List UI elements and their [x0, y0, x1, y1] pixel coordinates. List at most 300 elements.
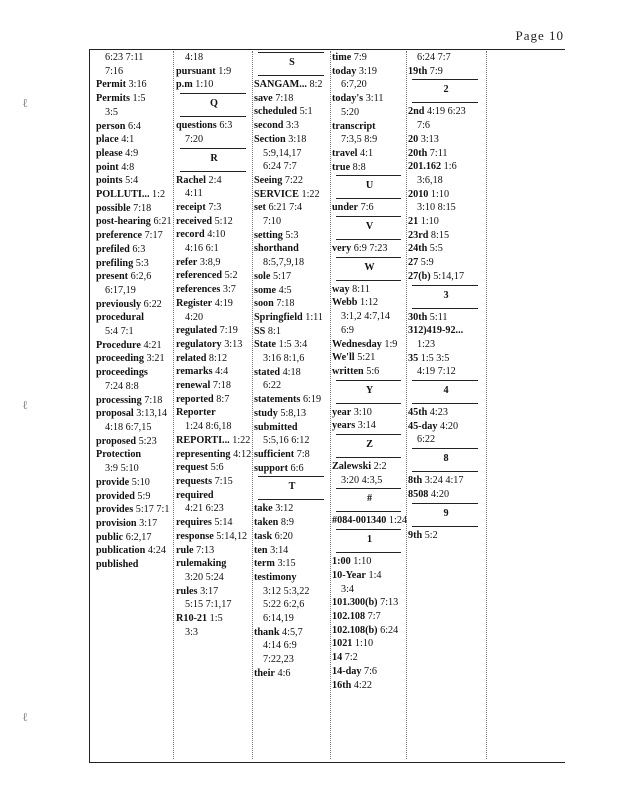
page-line-ref: 6:14,19 — [263, 613, 294, 625]
index-word: term — [254, 558, 275, 570]
index-entry — [96, 558, 172, 572]
page-line-ref: 3:13 — [420, 133, 439, 145]
index-word: received — [176, 215, 213, 227]
header-rule — [412, 79, 478, 80]
index-word: rulemaking — [176, 558, 227, 570]
index-entry — [254, 174, 330, 188]
page-line-ref: 5:3 — [285, 229, 299, 241]
scan-mark: ℓ — [22, 398, 28, 412]
index-entry — [408, 406, 484, 420]
index-entry — [408, 215, 484, 229]
index-word: renewal — [176, 380, 211, 392]
index-entry — [408, 229, 484, 243]
index-entry — [408, 311, 484, 325]
page-line-ref: 5:17 7:1 — [135, 504, 170, 516]
index-word: present — [96, 271, 129, 283]
index-entry — [176, 557, 252, 584]
index-word: Wednesday — [332, 338, 382, 350]
header-rule — [180, 116, 246, 117]
index-entry — [176, 352, 252, 366]
page-line-ref: 5:1 — [299, 106, 313, 118]
index-entry — [176, 283, 252, 297]
page-line-ref: 6:24 — [380, 624, 399, 636]
index-entry — [332, 147, 407, 161]
page-line-ref: 3:18 — [288, 133, 307, 145]
page-line-ref: 5:6 — [366, 365, 380, 377]
index-entry — [254, 270, 330, 284]
continued-refs — [96, 51, 172, 78]
page-line-ref: 7:11 — [429, 147, 448, 159]
page-line-ref: 8:11 — [352, 283, 370, 295]
index-word: support — [254, 462, 288, 474]
header-rule — [412, 471, 478, 472]
page-line-ref: 1:2 — [152, 189, 166, 201]
index-entry — [408, 529, 484, 543]
page-line-ref: 6:19 — [302, 394, 322, 406]
index-word: proposal — [96, 408, 134, 420]
page-line-ref: 5:5,16 6:12 — [263, 435, 310, 447]
index-word: reported — [176, 393, 214, 405]
header-rule — [336, 280, 401, 281]
page-line-ref: 5:14 — [214, 517, 233, 529]
index-word: processing — [96, 394, 142, 406]
page-line-ref: 8:12 — [208, 352, 228, 364]
index-word: 19th — [408, 65, 428, 77]
index-entry — [332, 161, 407, 175]
index-entry — [96, 448, 172, 475]
index-entry — [254, 201, 330, 228]
index-word: POLLUTI... — [96, 189, 150, 201]
index-word: 2010 — [408, 188, 429, 200]
index-word: years — [332, 420, 356, 432]
index-entry — [96, 407, 172, 434]
index-word: stated — [254, 366, 281, 378]
index-entry — [176, 489, 252, 516]
index-entry — [176, 269, 252, 283]
header-rule — [258, 75, 324, 76]
index-word: set — [254, 202, 266, 214]
index-entry — [176, 256, 252, 270]
index-word: 20th — [408, 147, 428, 159]
index-entry — [176, 174, 252, 201]
letter-section-header — [254, 476, 330, 500]
index-word: proceedings — [96, 367, 148, 379]
page-line-ref: 6:22 — [263, 380, 282, 392]
page-line-ref: 4:18 6:7,15 — [105, 421, 152, 433]
index-entry — [332, 569, 407, 596]
page-line-ref: 2:4 — [208, 174, 222, 186]
index-entry — [332, 555, 407, 569]
index-entry — [332, 651, 407, 665]
index-word: 27(b) — [408, 270, 431, 282]
index-word: 21 — [408, 216, 419, 228]
index-entry — [96, 147, 172, 161]
index-entry — [332, 596, 407, 610]
index-entry — [96, 78, 172, 92]
index-entry — [96, 215, 172, 229]
index-entry — [254, 78, 330, 92]
index-column-4 — [332, 51, 407, 692]
page-line-ref: 5:4 7:1 — [105, 326, 134, 338]
index-word: save — [254, 92, 273, 104]
page-line-ref: 7:13 — [380, 597, 399, 609]
index-entry — [176, 228, 252, 255]
index-entry — [96, 352, 172, 366]
index-entry — [176, 119, 252, 146]
index-entry — [176, 65, 252, 79]
index-word: shorthand — [254, 243, 299, 255]
page-line-ref: 6:6 — [290, 462, 304, 474]
page-line-ref: 4:12 — [233, 448, 252, 460]
page-line-ref: 3:10 — [353, 406, 372, 418]
header-rule — [336, 552, 401, 553]
section-letter: 1 — [366, 534, 373, 546]
page-line-ref: 7:18 — [133, 202, 152, 214]
index-column-3 — [254, 51, 330, 681]
index-word: setting — [254, 229, 283, 241]
letter-section-header — [332, 434, 407, 458]
column-divider — [486, 51, 487, 759]
header-rule — [336, 380, 401, 381]
word-index — [96, 51, 566, 759]
index-word: post-hearing — [96, 216, 151, 228]
letter-section-header — [332, 175, 407, 199]
index-entry — [176, 530, 252, 544]
index-entry — [254, 188, 330, 202]
index-entry — [254, 242, 330, 269]
index-word: 101.300(b) — [332, 597, 378, 609]
index-entry — [176, 324, 252, 338]
index-word: year — [332, 406, 352, 418]
index-word: today's — [332, 93, 364, 105]
index-entry — [332, 351, 407, 365]
page-line-ref: 3:10 8:15 — [417, 202, 456, 214]
index-entry — [332, 92, 407, 119]
index-word: testimony — [254, 571, 297, 583]
index-entry — [332, 637, 407, 651]
page-line-ref: 4:6 — [277, 667, 291, 679]
page-line-ref: 2:2 — [373, 461, 387, 473]
page-line-ref: 6:9 — [341, 324, 355, 336]
index-word: 201.162 — [408, 161, 442, 173]
header-rule — [258, 52, 324, 53]
index-word: SS — [254, 325, 266, 337]
index-entry — [332, 51, 407, 65]
continued-refs — [176, 51, 252, 65]
page-line-ref: 6:23 7:11 — [105, 52, 144, 63]
index-word: provided — [96, 490, 135, 502]
index-word: required — [176, 489, 214, 501]
index-word: time — [332, 52, 352, 63]
index-entry — [254, 393, 330, 407]
index-entry — [408, 352, 484, 379]
index-word: Springfield — [254, 311, 303, 323]
index-entry — [332, 365, 407, 379]
index-word: written — [332, 365, 364, 377]
page-line-ref: 6:7,20 — [341, 79, 367, 91]
page-line-ref: 1:10 — [354, 638, 374, 650]
index-entry — [254, 229, 330, 243]
index-entry — [408, 160, 484, 187]
index-word: soon — [254, 298, 274, 310]
index-word: 16th — [332, 679, 352, 691]
index-column-2 — [176, 51, 252, 639]
page-line-ref: 5:8,13 — [280, 407, 307, 419]
index-column-5 — [408, 51, 484, 542]
index-entry — [254, 421, 330, 448]
index-entry — [408, 133, 484, 147]
scan-mark: ℓ — [22, 710, 28, 724]
page-line-ref: 7:3,5 8:9 — [341, 134, 378, 146]
index-entry — [254, 407, 330, 421]
header-rule — [412, 102, 478, 103]
index-entry — [176, 406, 252, 433]
index-word: public — [96, 531, 124, 543]
index-entry — [332, 338, 407, 352]
index-entry — [408, 324, 484, 351]
index-word: task — [254, 530, 273, 542]
index-word: request — [176, 462, 209, 474]
index-entry — [408, 105, 484, 132]
index-entry — [254, 338, 330, 365]
index-word: 312)419-92... — [408, 325, 464, 337]
index-word: response — [176, 530, 214, 542]
page-line-ref: 7:18 — [212, 380, 231, 392]
index-entry — [408, 147, 484, 161]
page-line-ref: 8:1 — [267, 325, 281, 337]
page-line-ref: 3:12 5:3,22 — [263, 585, 310, 597]
index-entry — [254, 92, 330, 106]
index-entry — [96, 243, 172, 257]
header-rule — [336, 434, 401, 435]
header-rule — [336, 257, 401, 258]
letter-section-header — [176, 148, 252, 172]
index-word: point — [96, 161, 119, 173]
page-line-ref: 4:16 6:1 — [185, 243, 219, 255]
index-entry — [332, 679, 407, 693]
page-line-ref: 8:8 — [352, 161, 366, 173]
index-entry — [176, 201, 252, 215]
page-line-ref: 1:9 — [218, 65, 232, 77]
page-line-ref: 3:17 — [139, 517, 158, 529]
index-word: taken — [254, 517, 279, 529]
section-letter: S — [289, 57, 295, 68]
index-entry — [176, 215, 252, 229]
index-word: Procedure — [96, 339, 141, 351]
index-word: refer — [176, 256, 198, 268]
index-word: Protection — [96, 449, 142, 461]
index-entry — [96, 503, 172, 517]
page-line-ref: 6:21 — [153, 216, 172, 228]
page-label: Page 10 — [515, 28, 564, 43]
letter-section-header — [332, 488, 407, 512]
page-line-ref: 6:2,6 — [130, 271, 152, 283]
header-rule — [412, 448, 478, 449]
page-line-ref: 7:16 — [105, 65, 124, 77]
page-line-ref: 7:19 — [219, 325, 238, 337]
page-line-ref: 7:7 — [367, 610, 381, 622]
index-entry — [96, 435, 172, 449]
page-line-ref: 6:22 — [143, 298, 162, 310]
page-line-ref: 4:4 — [215, 366, 229, 378]
page-line-ref: 7:10 — [263, 216, 282, 228]
page-line-ref: 3:11 — [365, 93, 384, 105]
page-line-ref: 7:22 — [284, 174, 303, 186]
section-letter: 4 — [443, 385, 449, 397]
index-word: 14 — [332, 652, 343, 664]
page-line-ref: 4:19 6:23 — [426, 106, 466, 118]
page-line-ref: 3:3 — [285, 120, 300, 132]
index-entry — [96, 544, 172, 558]
page-line-ref: 7:6 — [360, 202, 374, 214]
column-divider — [330, 51, 331, 759]
page-line-ref: 5:2 — [424, 529, 438, 541]
letter-section-header — [332, 257, 407, 281]
index-entry — [332, 201, 407, 215]
index-entry — [96, 366, 172, 393]
page-line-ref: 3:24 4:17 — [424, 475, 464, 487]
index-word: State — [254, 339, 277, 351]
index-word: 8508 — [408, 488, 429, 500]
header-rule — [412, 285, 478, 286]
header-rule — [412, 403, 478, 404]
page-line-ref: 4:18 — [282, 366, 301, 378]
page-line-ref: 3:13,14 — [136, 408, 168, 420]
section-letter: Z — [366, 439, 373, 451]
index-word: take — [254, 503, 273, 515]
index-word: publication — [96, 545, 146, 557]
index-column-1 — [96, 51, 172, 572]
header-rule — [258, 499, 324, 500]
index-word: prefiled — [96, 243, 130, 255]
page-line-ref: 3:21 — [146, 353, 165, 365]
index-word: We'll — [332, 352, 355, 364]
page-line-ref: 1:5 3:5 — [420, 352, 450, 364]
index-entry — [96, 531, 172, 545]
index-entry — [176, 612, 252, 639]
page-line-ref: 3:15 — [277, 558, 296, 570]
index-entry — [254, 502, 330, 516]
index-word: Seeing — [254, 174, 283, 186]
page-line-ref: 7:22,23 — [263, 654, 294, 666]
page-line-ref: 7:6 — [417, 120, 431, 132]
page-line-ref: 3:19 — [358, 65, 378, 77]
page-line-ref: 1:24 8:6,18 — [185, 421, 232, 433]
page-line-ref: 8:15 — [430, 229, 450, 241]
page-line-ref: 1:9 — [384, 338, 398, 350]
page-line-ref: 7:13 — [196, 544, 215, 556]
index-word: Section — [254, 133, 286, 145]
index-entry — [176, 379, 252, 393]
index-entry — [176, 297, 252, 324]
page-line-ref: 7:9 — [429, 65, 443, 77]
index-entry — [332, 665, 407, 679]
index-entry — [96, 133, 172, 147]
page-line-ref: 4:8 — [121, 161, 135, 173]
letter-section-header — [332, 216, 407, 240]
index-word: related — [176, 352, 207, 364]
page-line-ref: 3:13 — [224, 338, 243, 350]
header-rule — [336, 198, 401, 199]
page-line-ref: 4:18 — [185, 52, 204, 63]
page-line-ref: 5:2 — [224, 270, 238, 282]
index-word: Rachel — [176, 174, 206, 186]
letter-section-header — [176, 93, 252, 117]
index-word: study — [254, 407, 278, 419]
letter-section-header — [408, 79, 484, 103]
index-entry — [408, 420, 484, 447]
index-entry — [408, 65, 484, 79]
index-entry — [254, 626, 330, 667]
index-word: questions — [176, 120, 217, 132]
index-word: 35 — [408, 352, 419, 364]
index-entry — [96, 120, 172, 134]
index-word: 1:00 — [332, 556, 351, 568]
page-line-ref: 4:11 — [185, 188, 203, 200]
index-word: regulated — [176, 325, 218, 337]
index-word: sole — [254, 270, 271, 282]
index-word: 14-day — [332, 665, 362, 677]
index-entry — [96, 202, 172, 216]
index-word: Reporter — [176, 407, 216, 419]
header-rule — [258, 476, 324, 477]
index-entry — [332, 419, 407, 433]
header-rule — [412, 503, 478, 504]
page-line-ref: 5:14,17 — [433, 270, 465, 282]
section-letter: 3 — [443, 289, 449, 301]
index-word: thank — [254, 626, 280, 638]
index-word: Register — [176, 297, 213, 309]
page-line-ref: 5:9 — [420, 257, 434, 269]
letter-section-header — [254, 52, 330, 76]
header-rule — [180, 148, 246, 149]
page-line-ref: 3:17 — [200, 585, 219, 597]
page-line-ref: 1:6 — [443, 161, 457, 173]
index-word: provides — [96, 504, 134, 516]
index-word: SANGAM... — [254, 79, 307, 90]
section-letter: W — [364, 261, 375, 273]
page-line-ref: 4:20 — [185, 311, 204, 323]
page-line-ref: 6:17,19 — [105, 284, 136, 296]
page-line-ref: 3:20 4:3,5 — [341, 474, 383, 486]
page-line-ref: 7:3 — [208, 201, 222, 213]
page-line-ref: 5:14,12 — [216, 530, 248, 542]
index-entry — [176, 338, 252, 352]
letter-section-header — [408, 448, 484, 472]
index-entry — [96, 476, 172, 490]
page-line-ref: 6:3 — [132, 243, 146, 255]
index-entry — [332, 624, 407, 638]
header-rule — [412, 380, 478, 381]
index-word: today — [332, 65, 357, 77]
index-entry — [254, 557, 330, 571]
section-letter: 8 — [443, 453, 449, 465]
column-divider — [173, 51, 174, 759]
page-line-ref: 5:10 — [131, 476, 150, 488]
index-word: procedural — [96, 312, 144, 324]
index-word: requests — [176, 475, 213, 487]
section-letter: 9 — [443, 507, 449, 519]
index-word: references — [176, 284, 221, 296]
index-word: previously — [96, 298, 142, 310]
page-line-ref: 8:7 — [216, 393, 230, 405]
page-line-ref: 6:20 — [274, 530, 293, 542]
index-word: record — [176, 229, 205, 241]
index-word: transcript — [332, 120, 376, 132]
page-line-ref: 1:12 — [360, 297, 379, 309]
index-word: ten — [254, 544, 268, 556]
index-word: prefiling — [96, 257, 134, 269]
